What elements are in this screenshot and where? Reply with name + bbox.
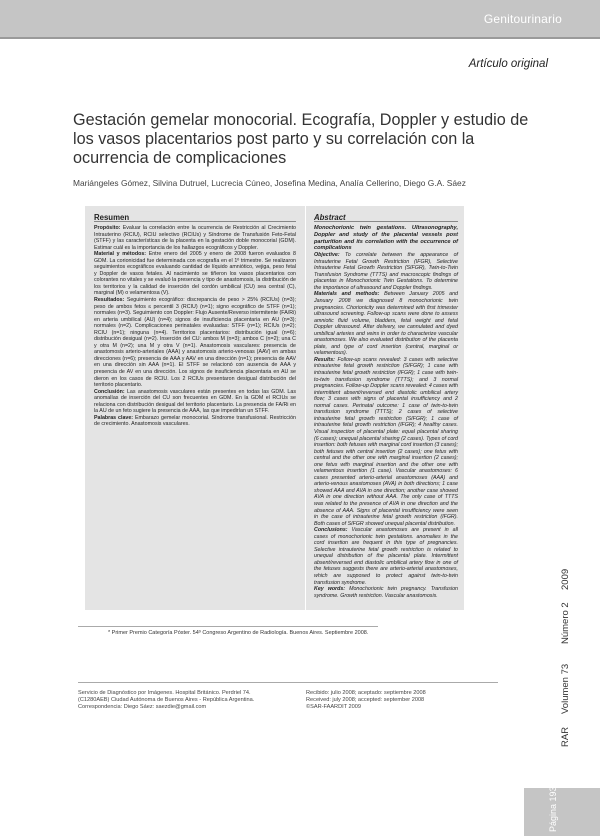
conclusion-text: Las anastomosis vasculares están presentes en todas las GDM. Las anomalías de inserción del CU son frecuentes en GDM. En la GDM el RCIUs se relaciona con distribución desigual del territorio placentario. La presencia de FA/Ri en la AU de un feto sugiere la presencia de AAA, las que impedirían un STFF. bbox=[94, 388, 296, 415]
resumen-body bbox=[94, 225, 296, 428]
affiliation-block bbox=[78, 690, 268, 711]
spine-journal: RAR bbox=[560, 726, 571, 747]
footnote-rule bbox=[78, 626, 378, 627]
palabras-clave-label: Palabras clave: bbox=[94, 414, 134, 421]
journal-spine bbox=[548, 352, 588, 762]
results-label: Results: bbox=[314, 356, 335, 363]
author-list: Mariángeles Gómez, Silvina Dutruel, Lucrecia Cúneo, Josefina Medina, Analía Cellerino, Diego G.A. Sáez bbox=[73, 178, 466, 188]
key-words-label: Key words: bbox=[314, 586, 346, 593]
conclusions-text: Vascular anastomoses are present in all cases of monochorionic twin gestations. anomalies in the cord insertion are frequent in this type of pregnancies. Selective intrauterine fetal growth restriction is related to unequal distribution of the placental plate. Intermittent absent/reversed end diastolic umbilical artery flow in one of the fetuses suggests there are arterio-arterial anastomoses, which are supposed to protect against twin-to-twin transfusion syndrome. bbox=[314, 527, 458, 586]
conclusion-label: Conclusión: bbox=[94, 388, 125, 395]
article-title: Gestación gemelar monocorial. Ecografía, Doppler y estudio de los vasos placentarios post parto y su correlación con la ocurrencia de complicaciones bbox=[73, 111, 529, 167]
key-words-text: Monochorionic twin pregnancy. Transfusion syndrome. Growth restriction. Vascular anastomosis. bbox=[314, 586, 458, 599]
materials-text: Between January 2005 and January 2008 we diagnosed 8 monochorionic twin pregnancies. Chorionicity was determined with first trimester ultrasound screening. Follow-up scans were done to assess amniotic fluid volume, bladders, fetal weight and fetal Doppler ultrasound. After delivery, we cannulated and dyed umbilical arteries and veins in order to characterize vascular anastomoses. We also evaluated distribution of the placenta plate, and type of cord insertion (central, marginal or velamentous). bbox=[314, 291, 458, 357]
page-number: Página 193 bbox=[548, 786, 558, 832]
section-header-rule bbox=[0, 37, 600, 39]
abstract-title: Monochorionic twin gestations. Ultrasonography, Doppler and study of the placental vessels post parturition and its correlation with the occurrence of complications bbox=[314, 225, 458, 252]
palabras-clave-text: Embarazo gemelar monocorial. Síndrome transfusional. Restricción de crecimiento. Anastomosis vasculares. bbox=[94, 414, 296, 428]
received-es: Recibido: julio 2008; aceptado: septiembre 2008 bbox=[306, 690, 426, 696]
received-en: Received: july 2008; accepted: september 2008 bbox=[306, 697, 425, 703]
affiliation-text: Servicio de Diagnóstico por Imágenes. Hospital Británico. Perdriel 74. (C1280AEB) Ciudad Autónoma de Buenos Aires - República Argentina. bbox=[78, 690, 255, 703]
abstract-heading: Abstract bbox=[314, 213, 346, 222]
material-text: Entre enero del 2005 y enero de 2008 fueron evaluados 8 GDM. La corionicidad fue determinada con ecografía en el 1º trimestre. Se realizaron seguimientos ecográficos evaluando cantidad de líquido amniótico, vejiga, peso fetal y Doppler de vasos fetales. Al nacimiento se tiñeron los vasos placentarios con colorantes no vitales y se evaluó la presencia y tipo de anastomosis, la distribución de los territorios y la calidad de inserción del cordón umbilical (CU) sea central (C), marginal (M) o velamentosa (V). bbox=[94, 251, 297, 297]
resumen-heading: Resumen bbox=[94, 213, 130, 222]
spine-number: Número 2 bbox=[560, 602, 571, 644]
spine-year: 2009 bbox=[560, 568, 571, 590]
section-label: Genitourinario bbox=[483, 12, 562, 26]
resumen-heading-rule bbox=[94, 221, 296, 222]
footnote: * Primer Premio Categoría Póster. 54º Congreso Argentino de Radiología. Buenos Aires. Septiembre 2008. bbox=[108, 630, 369, 636]
abstract-heading-rule bbox=[314, 221, 458, 222]
abstract-body bbox=[314, 225, 458, 599]
dates-block bbox=[306, 690, 486, 711]
objective-text: To correlate between the appearance of Intrauterine Fetal Growth Restriction (IFGR), Selective Intrauterine Fetal Growth Restriction (SIFGR), Twin-to-Twin Transfusion Syndrome (TTTS) and macroscopic findings of placentas in Monochorionic Twin Gestations. To determine the importance of ultrasound and Doppler findings. bbox=[314, 252, 458, 291]
results-text: Follow-up scans revealed: 3 cases with selective intrauterine fetal growth restriction (SIFGR); 1 case with intrauterine fetal growth restriction (IFGR); 1 case with twin-to-twin transfusion syndrome (TTTS); and 3 normal pregnancies. Follow-up Doppler scans revealed: 4 cases with intermittent absent/reversed end diastolic umbilical artery flow; 3 cases with signs of placental insufficiency and 2 normal cases. Perinatal outcome: 1 case of twin-to-twin transfusion syndrome (TTTS); 2 cases of selective intrauterine fetal growth restriction (SIFGR); 1 case of intrauterine fetal growth restriction (IFGR); 4 healthy cases. Visual inspection of placental plate: equal placental sharing (6 cases); unequal placental sharing (2 cases). Types of cord insertion: both fetuses with marginal cord insertion (3 cases); both fetuses with central insertion (2 cases); one fetus with central and the other one with marginal insertion (2 cases); one fetus with marginal insertion and the other one with velamentous insertion (1 case). Vascular anastomoses: 6 cases presented arterio-arterial anastomoses (AAA) and arterio-venous anastomoses (AVA) in both directions; 1 case showed AAA and AVA in one direction; another case showed AVA in one direction without AAA. The only case of TTTS was related to the presence of AVA in one direction and the absence of AAA. Signs of placental insufficiency were seen in the case of intrauterine fetal growth restriction (IFGR). Both cases of SIFGR showed unequal placental distribution. bbox=[314, 356, 458, 527]
materials-label: Materials and methods: bbox=[314, 291, 380, 298]
objective-label: Objective: bbox=[314, 252, 340, 259]
proposito-text: Evaluar la correlación entre la ocurrencia de Restricción al Crecimiento Intrauterino (RCIU), RCIU selectivo (RCIUs) y Síndrome de Transfusión Feto-Fetal (STFF) y las características de la placenta en la gestación doble monocorial (GDM). Estimar cuál es la importancia de los hallazgos ecográficos y Doppler. bbox=[94, 225, 296, 251]
spine-volume: Volumen 73 bbox=[560, 663, 571, 714]
conclusions-label: Conclusions: bbox=[314, 527, 348, 534]
resultados-text: Seguimiento ecográfico: discrepancia de peso > 25% (RCIUs) (n=3); peso de ambos fetos ≤ percentil 3 (RCIU) (n=1); signo ecográfico de STFF (n=1); normales (n=3). Seguimiento con Doppler: Flujo Ausente/Reverso intermitente (FA/Ri) en arteria umbilical (AU) (n=4); signos de insuficiencia placentaria en AU (n=3); normales (n=2). Complicaciones perinatales evaluadas: STFF (n=1); RCIUs (n=2); RCIU (n=1); ninguna (n=4). Territorios placentarios: distribución igual (n=6); distribución desigual (n=2). Inserción del CU: ambos M (n=3); ambos C (n=2); una C y otra M (n=2); una M y otra V (n=1). Anastomosis vasculares: presencia de anastomosis arterio-arteriales (AAA) y anastomosis arterio-venosas (AAV) en ambas direcciones (n=6); presencia de AAA y AAV en una dirección (n=1); presencia de AAV en una dirección sin AAA (n=1). El STFF se relacionó con ausencia de AAA y presencia de AV en una dirección. Los signos de insuficiencia placentaria en AU se dieron en los casos de RCIU. Los 2 RCIUs presentaron desigual distribución del territorio placentario. bbox=[94, 297, 296, 389]
proposito-label: Propósito: bbox=[94, 225, 121, 231]
page-number-tab bbox=[524, 788, 600, 836]
copyright: ©SAR-FAARDIT 2009 bbox=[306, 704, 362, 710]
article-type: Artículo original bbox=[468, 58, 548, 70]
affiliation-rule bbox=[78, 682, 498, 683]
correspondence-text: Correspondencia: Diego Sáez: saezdie@gmail.com bbox=[78, 704, 207, 710]
material-label: Material y métodos: bbox=[94, 251, 147, 258]
resultados-label: Resultados: bbox=[94, 297, 125, 304]
